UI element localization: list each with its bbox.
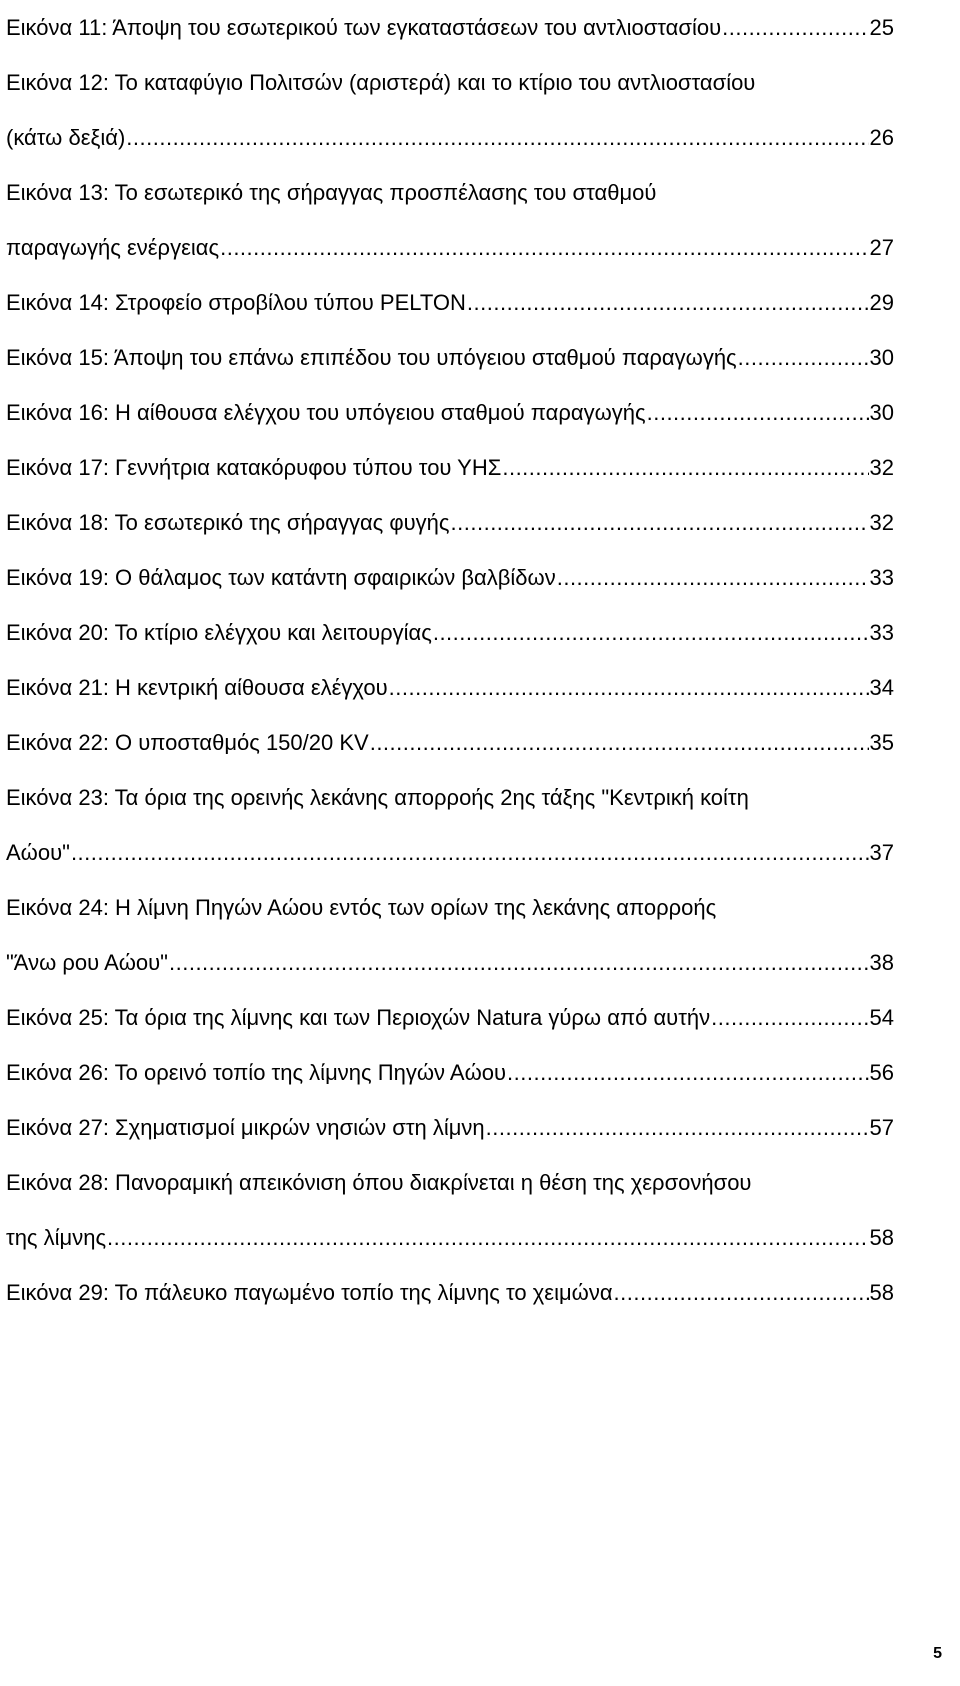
dot-leader <box>507 1045 869 1100</box>
toc-entry[interactable] <box>6 550 894 605</box>
toc-entry-page: 26 <box>869 125 894 150</box>
toc-entry[interactable] <box>6 55 894 165</box>
toc-entry-last-line <box>6 715 894 770</box>
toc-entry-page: 38 <box>869 950 894 975</box>
toc-entry[interactable] <box>6 660 894 715</box>
toc-entry-last-line <box>6 825 894 880</box>
toc-entry-last-line <box>6 1100 894 1155</box>
toc-entry-title: Εικόνα 15: Άποψη του επάνω επιπέδου του υπόγειου σταθμού παραγωγής <box>6 345 737 370</box>
toc-entry-page: 25 <box>869 15 894 40</box>
dot-leader <box>107 1210 868 1265</box>
toc-entry-title: Εικόνα 13: Το εσωτερικό της σήραγγας προσπέλασης του σταθμού <box>6 180 657 205</box>
toc-entry[interactable] <box>6 770 894 880</box>
toc-entry-title: Εικόνα 26: Το ορεινό τοπίο της λίμνης Πηγών Αώου <box>6 1060 507 1085</box>
toc-entry-page: 33 <box>869 565 894 590</box>
toc-entry[interactable] <box>6 275 894 330</box>
toc-entry-title: της λίμνης <box>6 1225 107 1250</box>
toc-entry[interactable] <box>6 880 894 990</box>
toc-entry-last-line <box>6 0 894 55</box>
toc-entry-title: (κάτω δεξιά) <box>6 125 126 150</box>
toc-entry-last-line <box>6 935 894 990</box>
toc-entry-line <box>6 165 894 220</box>
toc-entry[interactable] <box>6 715 894 770</box>
toc-entry[interactable] <box>6 165 894 275</box>
toc-entry-last-line <box>6 1045 894 1100</box>
toc-entry-last-line <box>6 110 894 165</box>
toc-entry-title: Εικόνα 12: Το καταφύγιο Πολιτσών (αριστερά) και το κτίριο του αντλιοστασίου <box>6 70 756 95</box>
toc-entry[interactable] <box>6 1155 894 1265</box>
toc-entry-title: Εικόνα 25: Τα όρια της λίμνης και των Περιοχών Natura γύρω από αυτήν <box>6 1005 711 1030</box>
toc-entry-line <box>6 1155 894 1210</box>
toc-entry-page: 58 <box>869 1280 894 1305</box>
toc-entry-last-line <box>6 660 894 715</box>
toc-entry[interactable] <box>6 990 894 1045</box>
toc-entry-title: Εικόνα 17: Γεννήτρια κατακόρυφου τύπου του ΥΗΣ <box>6 455 502 480</box>
dot-leader <box>169 935 869 990</box>
dot-leader <box>738 330 869 385</box>
toc-entry-page: 57 <box>869 1115 894 1140</box>
page-number: 5 <box>933 1645 942 1662</box>
toc-entry-line <box>6 880 894 935</box>
toc-entry-line <box>6 55 894 110</box>
toc-entry-title: Εικόνα 24: Η λίμνη Πηγών Αώου εντός των ορίων της λεκάνης απορροής <box>6 895 717 920</box>
toc-entry-title: Εικόνα 22: Ο υποσταθμός 150/20 KV <box>6 730 369 755</box>
toc-entry-last-line <box>6 1265 894 1320</box>
toc-entry-page: 30 <box>869 400 894 425</box>
dot-leader <box>502 440 868 495</box>
dot-leader <box>433 605 869 660</box>
list-of-figures <box>6 0 894 1320</box>
toc-entry-title: Εικόνα 27: Σχηματισμοί μικρών νησιών στη λίμνη <box>6 1115 485 1140</box>
toc-entry-last-line <box>6 440 894 495</box>
toc-entry[interactable] <box>6 1265 894 1320</box>
dot-leader <box>486 1100 869 1155</box>
toc-entry-last-line <box>6 385 894 440</box>
toc-entry-title: Εικόνα 29: Το πάλευκο παγωμένο τοπίο της λίμνης το χειμώνα <box>6 1280 613 1305</box>
toc-entry-title: Εικόνα 28: Πανοραμική απεικόνιση όπου διακρίνεται η θέση της χερσονήσου <box>6 1170 752 1195</box>
dot-leader <box>614 1265 869 1320</box>
toc-entry-last-line <box>6 275 894 330</box>
toc-entry-title: παραγωγής ενέργειας <box>6 235 220 260</box>
dot-leader <box>711 990 868 1045</box>
dot-leader <box>722 0 868 55</box>
toc-entry-page: 32 <box>869 455 894 480</box>
dot-leader <box>71 825 869 880</box>
toc-entry-last-line <box>6 330 894 385</box>
toc-entry-title: Εικόνα 20: Το κτίριο ελέγχου και λειτουργίας <box>6 620 432 645</box>
toc-entry-page: 54 <box>869 1005 894 1030</box>
toc-entry-page: 30 <box>869 345 894 370</box>
toc-entry[interactable] <box>6 440 894 495</box>
toc-entry-last-line <box>6 990 894 1045</box>
toc-entry-page: 37 <box>869 840 894 865</box>
toc-entry-title: Εικόνα 23: Τα όρια της ορεινής λεκάνης απορροής 2ης τάξης "Κεντρική κοίτη <box>6 785 749 810</box>
toc-entry-page: 27 <box>869 235 894 260</box>
dot-leader <box>389 660 869 715</box>
toc-entry-line <box>6 770 894 825</box>
toc-entry-title: Αώου" <box>6 840 70 865</box>
toc-entry-last-line <box>6 550 894 605</box>
toc-entry[interactable] <box>6 605 894 660</box>
toc-entry[interactable] <box>6 0 894 55</box>
toc-entry-title: Εικόνα 18: Το εσωτερικό της σήραγγας φυγής <box>6 510 450 535</box>
dot-leader <box>467 275 869 330</box>
toc-entry-last-line <box>6 495 894 550</box>
toc-entry-title: Εικόνα 11: Άποψη του εσωτερικού των εγκαταστάσεων του αντλιοστασίου <box>6 15 722 40</box>
dot-leader <box>557 550 869 605</box>
dot-leader <box>370 715 869 770</box>
toc-entry-last-line <box>6 1210 894 1265</box>
toc-entry-last-line <box>6 605 894 660</box>
toc-entry-page: 32 <box>869 510 894 535</box>
toc-entry-page: 29 <box>869 290 894 315</box>
toc-entry-page: 35 <box>869 730 894 755</box>
toc-entry-title: Εικόνα 19: Ο θάλαμος των κατάντη σφαιρικών βαλβίδων <box>6 565 556 590</box>
dot-leader <box>220 220 868 275</box>
toc-entry[interactable] <box>6 385 894 440</box>
toc-entry[interactable] <box>6 1100 894 1155</box>
dot-leader <box>126 110 868 165</box>
toc-entry-last-line <box>6 220 894 275</box>
dot-leader <box>451 495 869 550</box>
toc-entry-title: "Άνω ρου Αώου" <box>6 950 168 975</box>
dot-leader <box>647 385 869 440</box>
toc-entry-page: 34 <box>869 675 894 700</box>
toc-entry-page: 33 <box>869 620 894 645</box>
toc-entry[interactable] <box>6 495 894 550</box>
toc-entry[interactable] <box>6 1045 894 1100</box>
toc-entry-title: Εικόνα 21: Η κεντρική αίθουσα ελέγχου <box>6 675 388 700</box>
toc-entry-page: 56 <box>869 1060 894 1085</box>
toc-entry[interactable] <box>6 330 894 385</box>
toc-entry-page: 58 <box>869 1225 894 1250</box>
toc-entry-title: Εικόνα 16: Η αίθουσα ελέγχου του υπόγειου σταθμού παραγωγής <box>6 400 646 425</box>
toc-entry-title: Εικόνα 14: Στροφείο στροβίλου τύπου PELTON <box>6 290 466 315</box>
